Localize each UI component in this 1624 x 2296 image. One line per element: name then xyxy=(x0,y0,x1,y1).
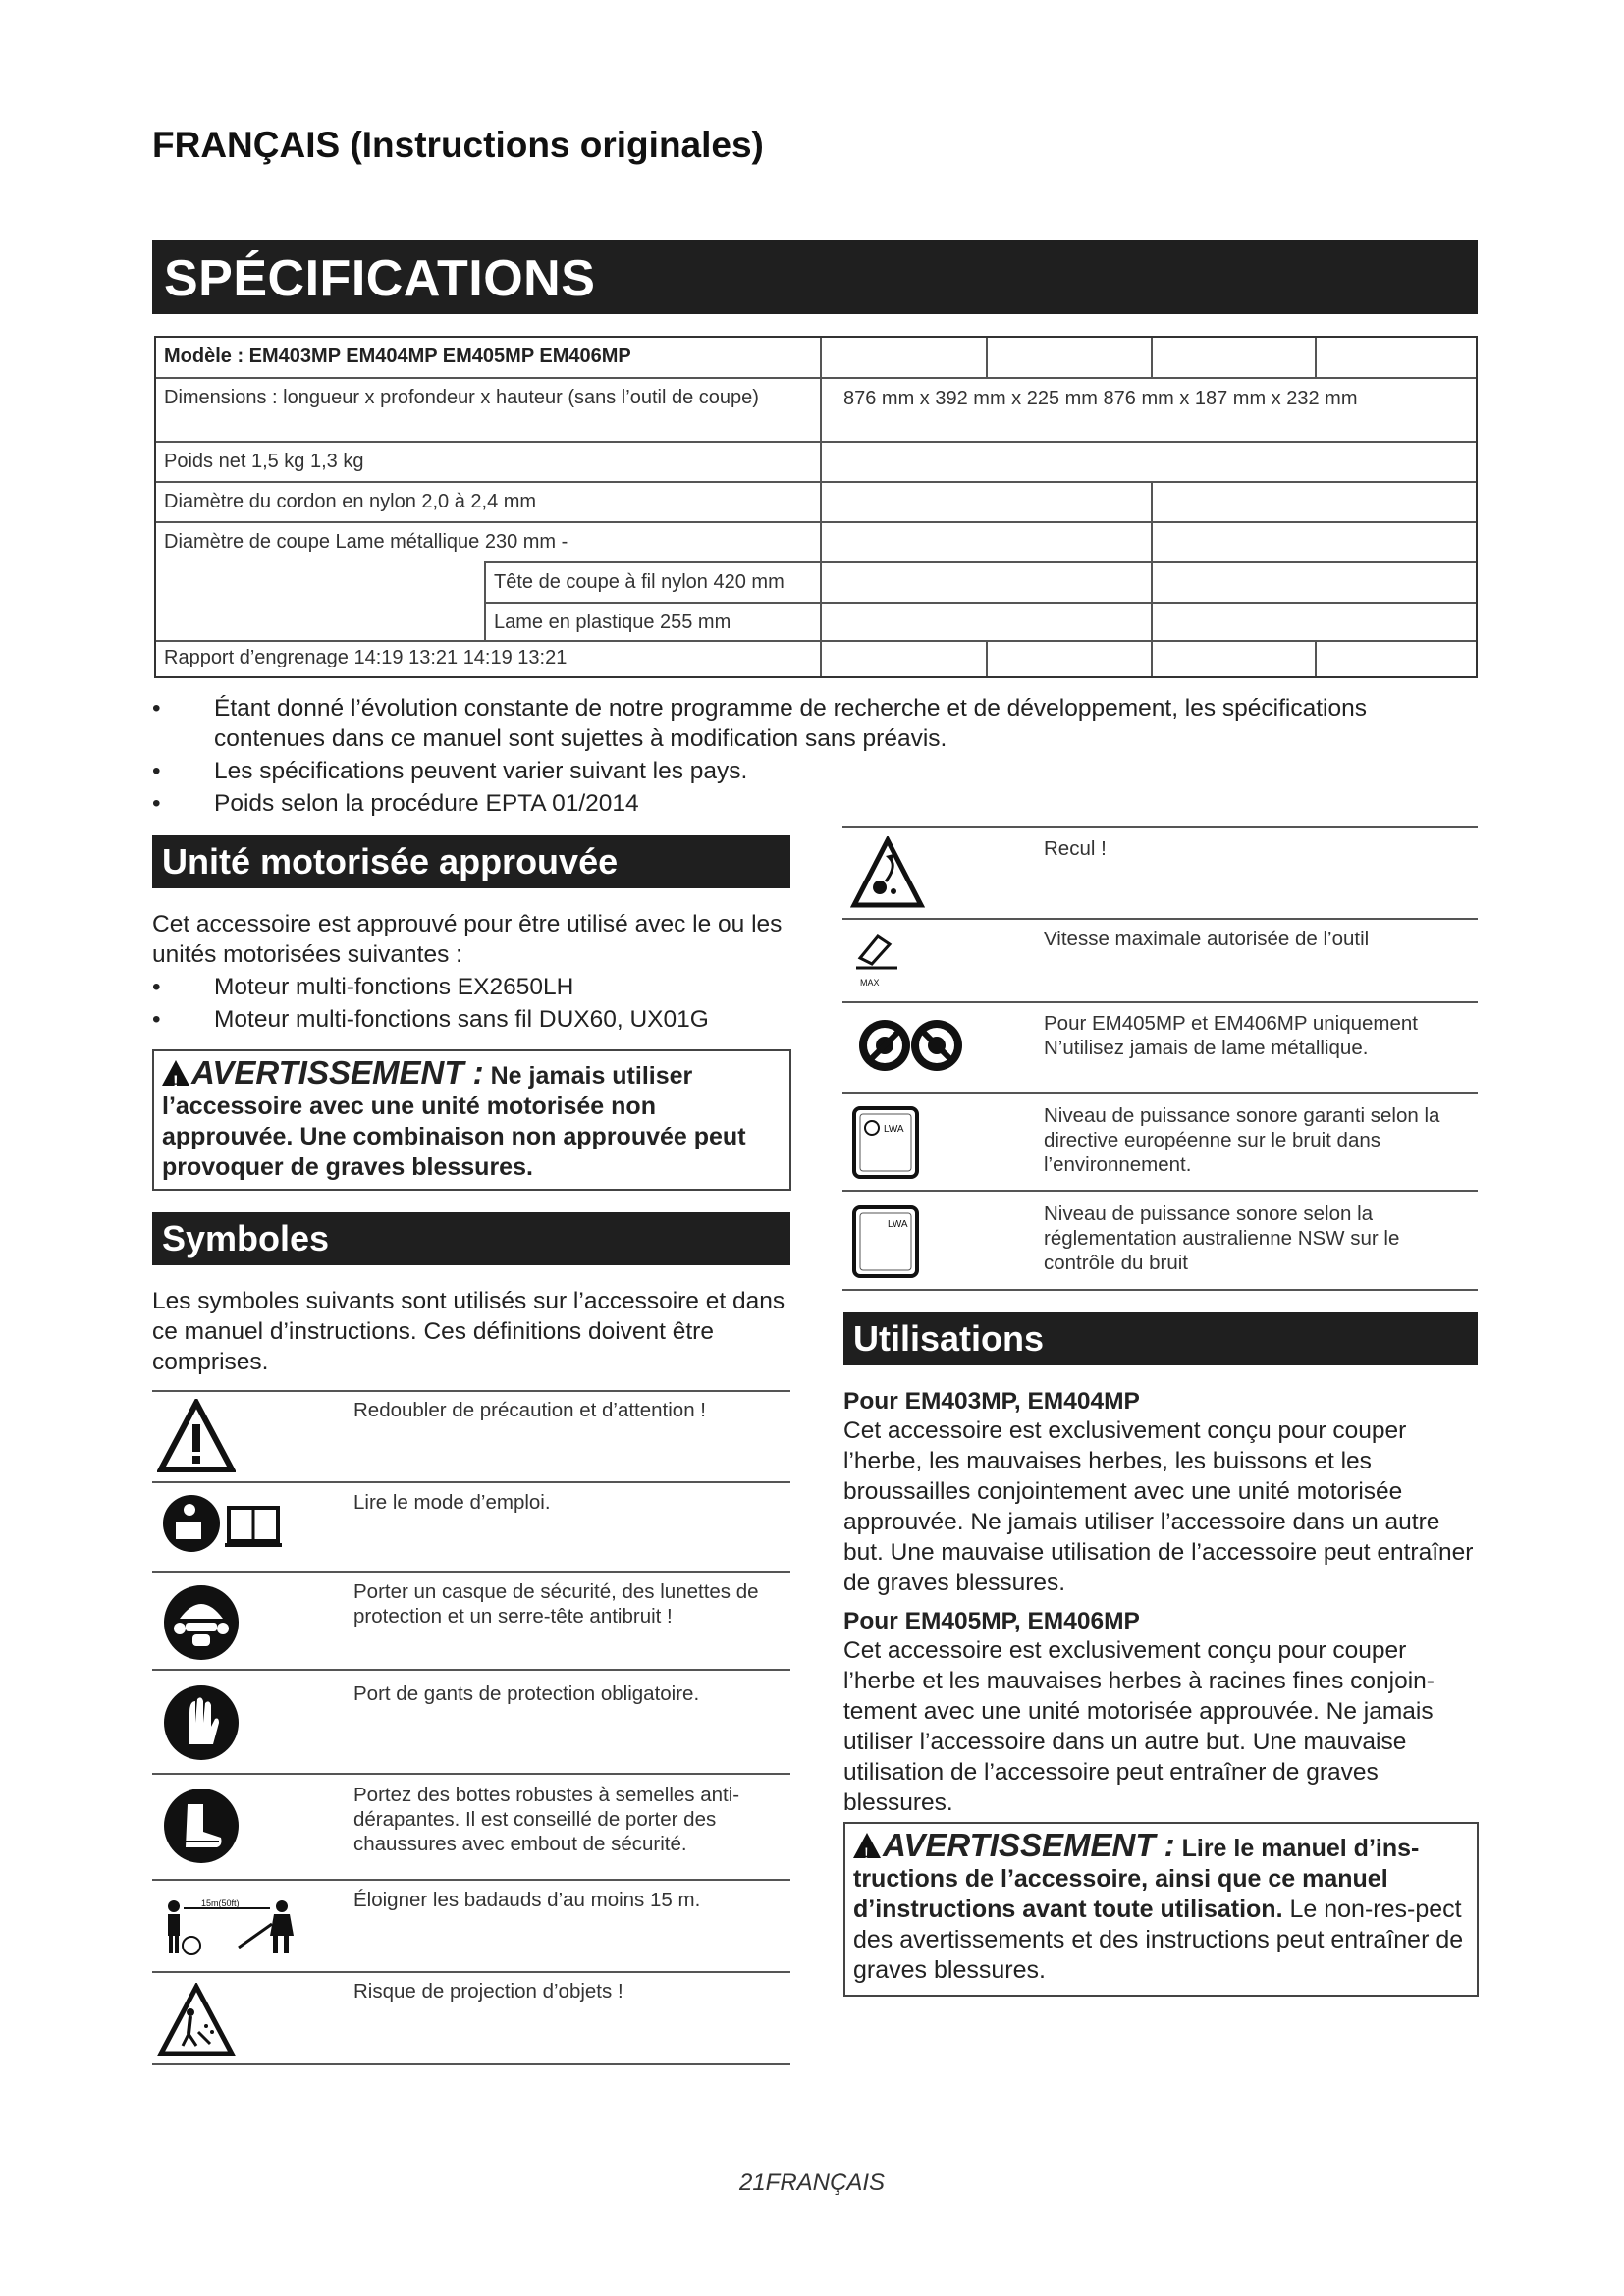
svg-text:LWA: LWA xyxy=(884,1124,904,1135)
uses-subtitle-1: Pour EM403MP, EM404MP xyxy=(843,1388,1140,1415)
symbol-text: Porter un casque de sécurité, des lunettes de protection et un serre-tête antibruit ! xyxy=(353,1580,759,1628)
spec-cord-row: Diamètre du cordon en nylon 2,0 à 2,4 mm xyxy=(164,491,537,512)
spec-dimensions-value: 876 mm x 392 mm x 225 mm 876 mm x 187 mm x 232 mm xyxy=(843,388,1358,409)
spec-model-row: Modèle : EM403MP EM404MP EM405MP EM406MP xyxy=(164,346,631,367)
symbol-text: Éloigner les badauds d’au moins 15 m. xyxy=(353,1889,701,1911)
spec-note-item: • Les spécifications peuvent varier suivant les pays. xyxy=(152,758,748,784)
symbol-text: Niveau de puissance sonore garanti selon la directive européenne sur le bruit dans l’environnement. xyxy=(1044,1104,1440,1176)
spec-note-item: • Poids selon la procédure EPTA 01/2014 xyxy=(152,790,639,817)
symbol-text: Port de gants de protection obligatoire. xyxy=(353,1682,700,1705)
uses-warning: !AVERTISSEMENT : Lire le manuel d’ins-tructions de l’accessoire, ainsi que ce manuel d’instructions avant toute utilisation. Le non-res-pect des avertissements et des instructions peut entraîner de graves blessures. xyxy=(843,1822,1479,1997)
spec-note-item: • Étant donné l’évolution constante de notre programme de recherche et de développement, les spécifications contenues dans ce manuel sont sujettes à modification sans préavis. xyxy=(152,695,1368,752)
warning-triangle-icon xyxy=(157,1399,236,1473)
uses-text-2: Cet accessoire est exclusivement conçu pour couper l’herbe et les mauvaises herbes à racines fines conjoin-tement avec une unité motorisée approuvée. Ne jamais utiliser l’accessoire dans un autre but. Une mauvaise utilisation de l’accessoire peut entraîner de graves blessures. xyxy=(843,1637,1435,1816)
keep-distance-icon xyxy=(162,1896,307,1957)
approved-unit-intro: Cet accessoire est approuvé pour être utilisé avec le ou les unités motorisées suivantes : xyxy=(152,911,783,968)
max-speed-icon xyxy=(850,927,909,995)
approved-unit-warning: !AVERTISSEMENT : Ne jamais utiliser l’accessoire avec une unité motorisée non approuvée. Une combinaison non approuvée peut provoquer de graves blessures. xyxy=(152,1049,791,1191)
uses-title-bar xyxy=(843,1312,1478,1365)
symbol-text: Pour EM405MP et EM406MP uniquement N’utilisez jamais de lame métallique. xyxy=(1044,1012,1418,1059)
approved-unit-title: Unité motorisée approuvée xyxy=(162,841,619,881)
approved-unit-title-bar xyxy=(152,835,790,888)
approved-unit-item: • Moteur multi-fonctions EX2650LH xyxy=(152,974,574,1000)
symbol-text: Redoubler de précaution et d’attention ! xyxy=(353,1399,707,1421)
spec-cutting-nylon-row: Tête de coupe à fil nylon 420 mm xyxy=(494,571,785,593)
spec-notes-list xyxy=(152,693,1478,819)
symbols-intro: Les symboles suivants sont utilisés sur l’accessoire et dans ce manuel d’instructions. Ces définitions doivent être comprises. xyxy=(152,1288,785,1375)
spec-gear-ratio-row: Rapport d’engrenage 14:19 13:21 14:19 13:21 xyxy=(164,647,568,668)
symbol-text: Lire le mode d’emploi. xyxy=(353,1491,551,1514)
spec-cutting-metal-row: Diamètre de coupe Lame métallique 230 mm - xyxy=(164,531,568,553)
no-metal-blade-icon xyxy=(858,1016,966,1075)
uses-title: Utilisations xyxy=(853,1318,1045,1359)
sound-power-eu-icon xyxy=(850,1104,923,1183)
uses-text-1: Cet accessoire est exclusivement conçu pour couper l’herbe, les mauvaises herbes, les buissons et les broussailles conjointement avec une unité motorisée approuvée. Ne jamais utiliser l’accessoire dans un autre but. Une mauvaise utilisation de l’accessoire peut entraîner de graves blessures. xyxy=(843,1417,1474,1596)
sound-power-nsw-icon xyxy=(850,1203,923,1282)
read-manual-icon xyxy=(160,1492,288,1555)
spec-weight-row: Poids net 1,5 kg 1,3 kg xyxy=(164,451,364,472)
approved-unit-list xyxy=(152,972,800,1035)
symbol-text: Niveau de puissance sonore selon la réglementation australienne NSW sur le contrôle du bruit xyxy=(1044,1202,1400,1274)
specifications-title: SPÉCIFICATIONS xyxy=(164,250,596,307)
thrown-objects-icon xyxy=(157,1983,236,2057)
specifications-table xyxy=(154,336,1478,678)
boots-icon xyxy=(162,1787,241,1865)
svg-text:LWA: LWA xyxy=(888,1219,908,1230)
symbol-text: Risque de projection d’objets ! xyxy=(353,1980,623,2002)
page-language-title: FRANÇAIS (Instructions originales) xyxy=(152,125,764,165)
uses-subtitle-2: Pour EM405MP, EM406MP xyxy=(843,1608,1140,1634)
spec-dimensions-label: Dimensions : longueur x profondeur x hauteur (sans l’outil de coupe) xyxy=(164,387,759,408)
warning-triangle-icon xyxy=(162,1060,189,1086)
specifications-title-bar xyxy=(152,240,1478,314)
symbols-title-bar xyxy=(152,1212,790,1265)
gloves-icon xyxy=(162,1683,241,1762)
symbol-text: Recul ! xyxy=(1044,837,1107,860)
helmet-goggles-earmuffs-icon xyxy=(162,1583,241,1662)
page-footer: 21FRANÇAIS xyxy=(738,2169,886,2196)
spec-cutting-plastic-row: Lame en plastique 255 mm xyxy=(494,612,731,633)
symbol-text: Portez des bottes robustes à semelles anti-dérapantes. Il est conseillé de porter des chaussures avec embout de sécurité. xyxy=(353,1784,740,1855)
svg-text:MAX: MAX xyxy=(860,978,880,988)
approved-unit-item: • Moteur multi-fonctions sans fil DUX60, UX01G xyxy=(152,1006,709,1033)
symbol-text: Vitesse maximale autorisée de l’outil xyxy=(1044,928,1370,950)
kickback-icon xyxy=(850,836,925,909)
warning-triangle-icon xyxy=(853,1833,881,1858)
svg-text:15m(50ft): 15m(50ft) xyxy=(201,1898,240,1908)
symbols-title: Symboles xyxy=(162,1218,330,1258)
